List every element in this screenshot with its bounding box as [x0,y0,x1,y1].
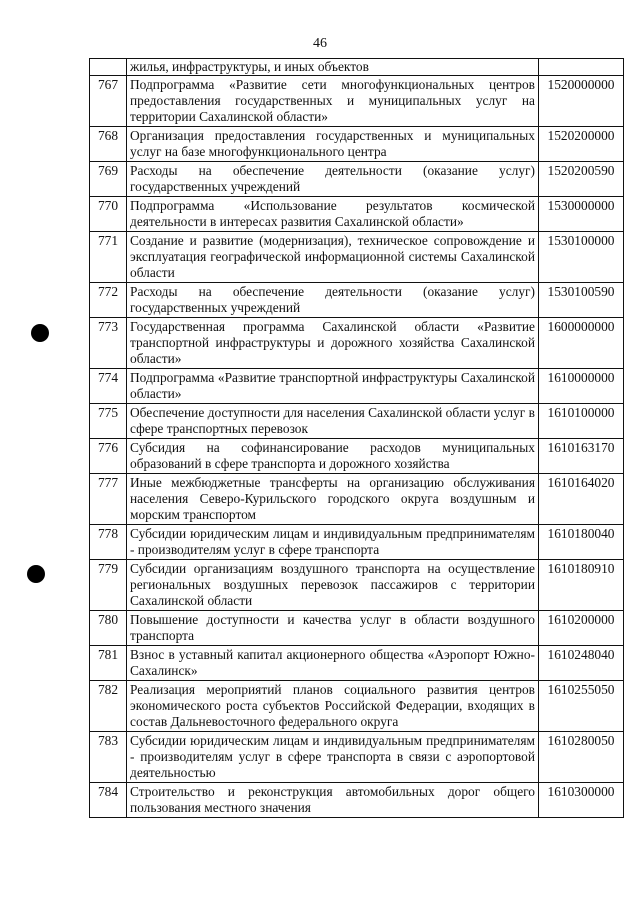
table-row [90,318,624,369]
row-code-cell: 1610000000 [539,369,624,404]
table-row [90,681,624,732]
row-name-cell: Государственная программа Сахалинской области «Развитие транспортной инфраструктуры и дорожного хозяйства Сахалинской области» [127,318,539,369]
row-num-cell: 768 [90,127,127,162]
row-code-cell: 1610164020 [539,474,624,525]
punch-hole-mark [31,324,49,342]
row-code-cell: 1610300000 [539,783,624,818]
row-num-cell: 774 [90,369,127,404]
row-name-cell: Организация предоставления государственных и муниципальных услуг на базе многофункционального центра [127,127,539,162]
row-code-cell: 1520200590 [539,162,624,197]
table-row [90,127,624,162]
row-name-cell: Субсидии юридическим лицам и индивидуальным предпринимателям - производителям услуг в сфере транспорта [127,525,539,560]
table-row [90,404,624,439]
table-row [90,783,624,818]
row-num-cell: 777 [90,474,127,525]
row-name-cell: Расходы на обеспечение деятельности (оказание услуг) государственных учреждений [127,162,539,197]
row-name-cell: жилья, инфраструктуры, и иных объектов [127,59,539,76]
table-row [90,560,624,611]
table-row [90,369,624,404]
row-name-cell: Субсидии организациям воздушного транспорта на осуществление региональных воздушных перевозок пассажиров с территории Сахалинской области [127,560,539,611]
page-number: 46 [313,36,327,51]
row-name-cell: Реализация мероприятий планов социального развития центров экономического роста субъектов Российской Федерации, входящих в состав Дальневосточного федерального округа [127,681,539,732]
table-row [90,646,624,681]
row-num-cell: 780 [90,611,127,646]
row-num-cell: 782 [90,681,127,732]
budget-classification-table [89,58,624,818]
row-name-cell: Обеспечение доступности для населения Сахалинской области услуг в сфере транспортных перевозок [127,404,539,439]
row-name-cell: Повышение доступности и качества услуг в области воздушного транспорта [127,611,539,646]
row-num-cell: 778 [90,525,127,560]
table-row-continuation [90,59,624,76]
row-num-cell: 776 [90,439,127,474]
table-row [90,232,624,283]
row-code-cell: 1610100000 [539,404,624,439]
row-num-cell: 767 [90,76,127,127]
table-row [90,283,624,318]
row-name-cell: Субсидия на софинансирование расходов муниципальных образований в сфере транспорта и дорожного хозяйства [127,439,539,474]
table-row [90,197,624,232]
row-num-cell: 775 [90,404,127,439]
table-row [90,525,624,560]
row-num-cell: 772 [90,283,127,318]
row-name-cell: Строительство и реконструкция автомобильных дорог общего пользования местного значения [127,783,539,818]
table-row [90,76,624,127]
punch-hole-mark [27,565,45,583]
row-name-cell: Иные межбюджетные трансферты на организацию обслуживания населения Северо-Курильского городского округа воздушным и морским транспортом [127,474,539,525]
row-code-cell: 1610248040 [539,646,624,681]
row-code-cell: 1530100590 [539,283,624,318]
row-code-cell: 1530000000 [539,197,624,232]
row-num-cell: 773 [90,318,127,369]
row-code-cell [539,59,624,76]
row-num-cell: 771 [90,232,127,283]
row-name-cell: Взнос в уставный капитал акционерного общества «Аэропорт Южно-Сахалинск» [127,646,539,681]
row-name-cell: Подпрограмма «Развитие транспортной инфраструктуры Сахалинской области» [127,369,539,404]
row-num-cell: 784 [90,783,127,818]
row-code-cell: 1610200000 [539,611,624,646]
row-name-cell: Расходы на обеспечение деятельности (оказание услуг) государственных учреждений [127,283,539,318]
row-code-cell: 1610180040 [539,525,624,560]
row-code-cell: 1610255050 [539,681,624,732]
row-name-cell: Подпрограмма «Развитие сети многофункциональных центров предоставления государственных и муниципальных услуг на территории Сахалинской области» [127,76,539,127]
table-row [90,439,624,474]
table-row [90,162,624,197]
row-name-cell: Создание и развитие (модернизация), техническое сопровождение и эксплуатация географической информационной системы Сахалинской области [127,232,539,283]
row-name-cell: Подпрограмма «Использование результатов космической деятельности в интересах развития Сахалинской области» [127,197,539,232]
row-num-cell: 770 [90,197,127,232]
table-row [90,732,624,783]
row-code-cell: 1600000000 [539,318,624,369]
row-num-cell: 779 [90,560,127,611]
row-code-cell: 1610280050 [539,732,624,783]
row-code-cell: 1610163170 [539,439,624,474]
row-num-cell: 783 [90,732,127,783]
row-number-cell [90,59,127,76]
row-code-cell: 1520200000 [539,127,624,162]
row-num-cell: 781 [90,646,127,681]
row-name-cell: Субсидии юридическим лицам и индивидуальным предпринимателям - производителям услуг в сфере транспорта в связи с аэропортовой деятельностью [127,732,539,783]
row-code-cell: 1530100000 [539,232,624,283]
row-code-cell: 1520000000 [539,76,624,127]
table-row [90,474,624,525]
row-num-cell: 769 [90,162,127,197]
row-code-cell: 1610180910 [539,560,624,611]
table-row [90,611,624,646]
